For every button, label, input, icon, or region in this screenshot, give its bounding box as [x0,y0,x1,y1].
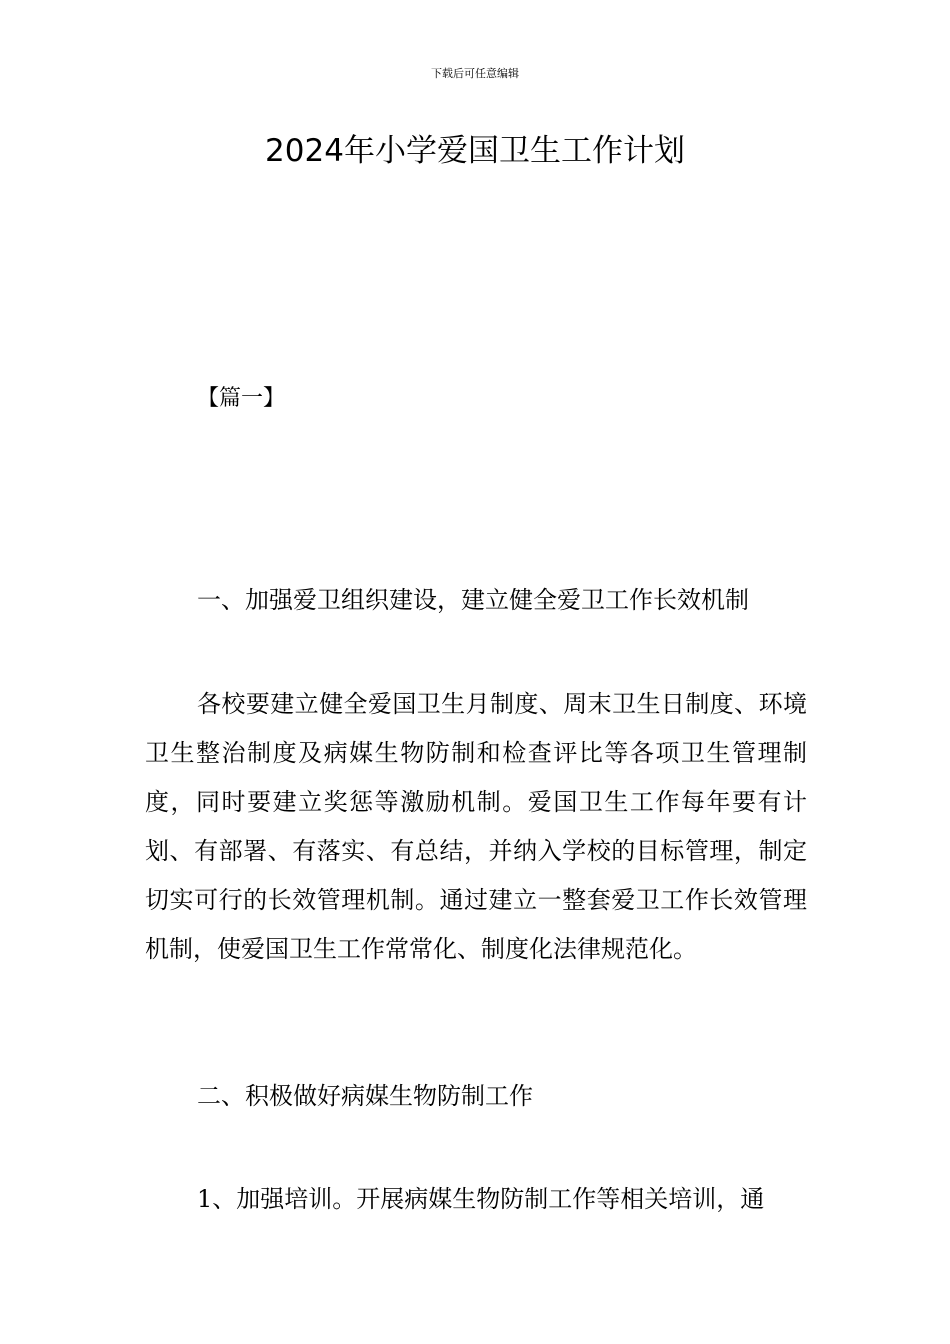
body-paragraph-1: 各校要建立健全爱国卫生月制度、周末卫生日制度、环境卫生整治制度及病媒生物防制和检查评比等各项卫生管理制度，同时要建立奖惩等激励机制。爱国卫生工作每年要有计划、有部署、有落实、有总结，并纳入学校的目标管理，制定切实可行的长效管理机制。通过建立一整套爱卫工作长效管理机制，使爱国卫生工作常常化、制度化法律规范化。 [145,690,807,963]
page-title: 2024年小学爱国卫生工作计划 [265,133,685,169]
body-paragraph-2: 1、加强培训。开展病媒生物防制工作等相关培训，通 [197,1185,765,1213]
section-heading-1: 一、加强爱卫组织建设，建立健全爱卫工作长效机制 [197,586,749,614]
section-heading-2: 二、积极做好病媒生物防制工作 [197,1082,533,1110]
header-note: 下载后可任意编辑 [431,67,519,80]
section-label: 【篇一】 [197,386,286,411]
